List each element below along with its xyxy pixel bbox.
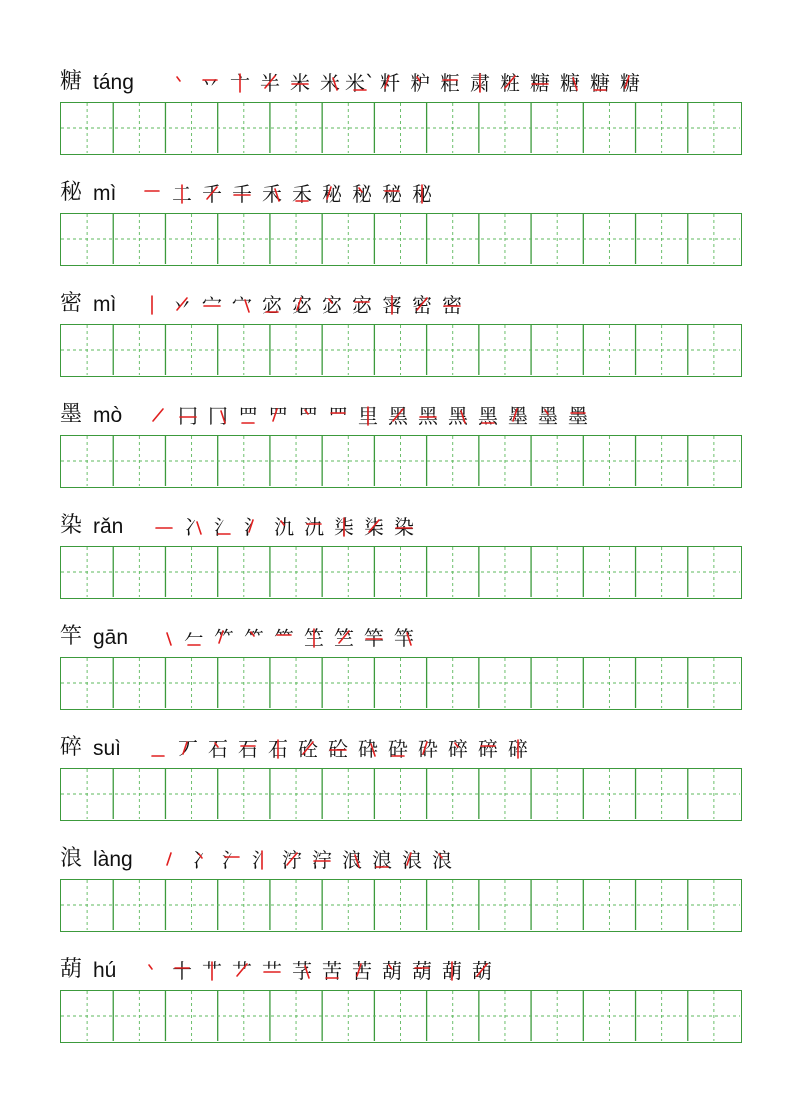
new-stroke-mark xyxy=(377,290,407,320)
stroke-step: 罒 xyxy=(233,401,263,431)
grid-lines xyxy=(61,214,740,264)
stroke-step: 秘 xyxy=(377,179,407,209)
new-stroke-mark xyxy=(263,401,293,431)
new-stroke-mark xyxy=(255,68,285,98)
stroke-step xyxy=(149,623,179,653)
stroke-order-sequence xyxy=(137,179,437,209)
writing-grid[interactable] xyxy=(60,768,742,821)
new-stroke-mark xyxy=(263,734,293,764)
new-stroke-mark xyxy=(167,956,197,986)
new-stroke-mark xyxy=(197,956,227,986)
stroke-order-sequence xyxy=(143,401,593,431)
stroke-step: 宓 xyxy=(257,290,287,320)
new-stroke-mark xyxy=(495,68,525,98)
stroke-step xyxy=(143,401,173,431)
new-stroke-mark xyxy=(315,68,345,98)
stroke-step: 黑 xyxy=(473,401,503,431)
stroke-step: 宓 xyxy=(347,290,377,320)
stroke-step: 秘 xyxy=(347,179,377,209)
stroke-step: 宓 xyxy=(317,290,347,320)
stroke-step: 石 xyxy=(203,734,233,764)
character-label: 糖 xyxy=(60,69,83,94)
new-stroke-mark xyxy=(467,956,497,986)
stroke-step: 禾 xyxy=(287,179,317,209)
new-stroke-mark xyxy=(353,401,383,431)
stroke-step: 十 xyxy=(167,956,197,986)
new-stroke-mark xyxy=(413,401,443,431)
new-stroke-mark xyxy=(443,401,473,431)
stroke-order-sequence xyxy=(137,956,497,986)
stroke-order-sequence xyxy=(143,734,533,764)
stroke-step: 浪 xyxy=(397,845,427,875)
stroke-step: 丷 xyxy=(195,68,225,98)
new-stroke-mark xyxy=(397,845,427,875)
new-stroke-mark xyxy=(525,68,555,98)
stroke-step: 糖 xyxy=(555,68,585,98)
new-stroke-mark xyxy=(173,401,203,431)
new-stroke-mark xyxy=(413,734,443,764)
stroke-step xyxy=(137,179,167,209)
stroke-step xyxy=(137,956,167,986)
new-stroke-mark xyxy=(217,845,247,875)
practice-row xyxy=(60,173,742,285)
stroke-step: 柒 xyxy=(359,512,389,542)
pinyin-label: mò xyxy=(93,404,123,427)
stroke-step: 碎 xyxy=(473,734,503,764)
new-stroke-mark xyxy=(137,290,167,320)
new-stroke-mark xyxy=(337,845,367,875)
stroke-step: 竺 xyxy=(329,623,359,653)
stroke-step xyxy=(149,512,179,542)
row-header xyxy=(60,173,742,213)
stroke-step: 泞 xyxy=(277,845,307,875)
stroke-step: 丷 xyxy=(167,290,197,320)
stroke-step: 艹 xyxy=(227,956,257,986)
new-stroke-mark xyxy=(323,734,353,764)
practice-row xyxy=(60,617,742,729)
stroke-step: 黑 xyxy=(443,401,473,431)
stroke-step: 葫 xyxy=(437,956,467,986)
stroke-order-sequence xyxy=(165,68,645,98)
new-stroke-mark xyxy=(239,623,269,653)
stroke-step: 罒 xyxy=(323,401,353,431)
new-stroke-mark xyxy=(407,956,437,986)
row-header xyxy=(60,950,742,990)
stroke-step: 柒 xyxy=(329,512,359,542)
new-stroke-mark xyxy=(299,512,329,542)
stroke-step: 氿 xyxy=(269,512,299,542)
new-stroke-mark xyxy=(293,401,323,431)
new-stroke-mark xyxy=(197,290,227,320)
new-stroke-mark xyxy=(233,734,263,764)
stroke-order-sequence xyxy=(157,845,457,875)
stroke-step: 葫 xyxy=(467,956,497,986)
stroke-step: 秘 xyxy=(407,179,437,209)
practice-row xyxy=(60,395,742,507)
new-stroke-mark xyxy=(563,401,593,431)
stroke-step: 石 xyxy=(233,734,263,764)
new-stroke-mark xyxy=(167,179,197,209)
stroke-step: 墨 xyxy=(533,401,563,431)
new-stroke-mark xyxy=(149,512,179,542)
stroke-step: 粛 xyxy=(465,68,495,98)
practice-row xyxy=(60,950,742,1062)
pinyin-label: rǎn xyxy=(93,515,124,538)
stroke-step: 艹 xyxy=(257,956,287,986)
stroke-step: 粐 xyxy=(405,68,435,98)
new-stroke-mark xyxy=(465,68,495,98)
stroke-step: 芓 xyxy=(287,956,317,986)
new-stroke-mark xyxy=(209,623,239,653)
new-stroke-mark xyxy=(257,179,287,209)
new-stroke-mark xyxy=(137,956,167,986)
practice-row xyxy=(60,62,742,174)
new-stroke-mark xyxy=(533,401,563,431)
stroke-step: 千 xyxy=(227,179,257,209)
grid-lines xyxy=(61,325,740,375)
new-stroke-mark xyxy=(209,512,239,542)
stroke-step: 墨 xyxy=(563,401,593,431)
character-label: 浪 xyxy=(60,846,83,871)
row-header xyxy=(60,728,742,768)
stroke-step: 苦 xyxy=(347,956,377,986)
stroke-step: 𠂉 xyxy=(179,623,209,653)
new-stroke-mark xyxy=(329,623,359,653)
new-stroke-mark xyxy=(179,512,209,542)
new-stroke-mark xyxy=(257,290,287,320)
stroke-step xyxy=(165,68,195,98)
new-stroke-mark xyxy=(203,734,233,764)
grid-lines xyxy=(61,658,740,708)
stroke-step: 竿 xyxy=(389,623,419,653)
stroke-step: 糖 xyxy=(525,68,555,98)
new-stroke-mark xyxy=(585,68,615,98)
stroke-step: ⺮ xyxy=(209,623,239,653)
stroke-step: 禾 xyxy=(257,179,287,209)
writing-grid[interactable] xyxy=(60,546,742,599)
new-stroke-mark xyxy=(353,734,383,764)
stroke-step: 砼 xyxy=(293,734,323,764)
new-stroke-mark xyxy=(377,179,407,209)
stroke-step: ⺮ xyxy=(269,623,299,653)
stroke-step: 染 xyxy=(389,512,419,542)
new-stroke-mark xyxy=(615,68,645,98)
new-stroke-mark xyxy=(427,845,457,875)
new-stroke-mark xyxy=(405,68,435,98)
stroke-step: 砼 xyxy=(323,734,353,764)
grid-lines xyxy=(61,880,740,930)
stroke-step: 二 xyxy=(167,179,197,209)
stroke-order-sequence xyxy=(137,290,467,320)
grid-lines xyxy=(61,436,740,486)
pinyin-label: làng xyxy=(93,848,133,871)
stroke-step: 砕 xyxy=(383,734,413,764)
new-stroke-mark xyxy=(293,734,323,764)
new-stroke-mark xyxy=(503,401,533,431)
practice-row xyxy=(60,284,742,396)
stroke-step: 丆 xyxy=(173,734,203,764)
pinyin-label: gān xyxy=(93,626,129,649)
stroke-step: 黑 xyxy=(413,401,443,431)
character-label: 墨 xyxy=(60,402,83,427)
new-stroke-mark xyxy=(227,956,257,986)
stroke-step: 罒 xyxy=(293,401,323,431)
stroke-step: 碎 xyxy=(503,734,533,764)
new-stroke-mark xyxy=(323,401,353,431)
writing-grid[interactable] xyxy=(60,324,742,377)
new-stroke-mark xyxy=(317,956,347,986)
stroke-step: 葫 xyxy=(377,956,407,986)
pinyin-label: hú xyxy=(93,959,117,982)
new-stroke-mark xyxy=(359,623,389,653)
character-label: 碎 xyxy=(60,735,83,760)
new-stroke-mark xyxy=(317,290,347,320)
new-stroke-mark xyxy=(503,734,533,764)
stroke-step: 氵 xyxy=(209,512,239,542)
stroke-step: 砕 xyxy=(413,734,443,764)
new-stroke-mark xyxy=(299,623,329,653)
stroke-step: 宀 xyxy=(227,290,257,320)
new-stroke-mark xyxy=(287,290,317,320)
new-stroke-mark xyxy=(435,68,465,98)
stroke-step: 艹 xyxy=(197,956,227,986)
stroke-step xyxy=(137,290,167,320)
new-stroke-mark xyxy=(407,179,437,209)
new-stroke-mark xyxy=(195,68,225,98)
stroke-step: 冫 xyxy=(187,845,217,875)
new-stroke-mark xyxy=(269,512,299,542)
stroke-step: 竺 xyxy=(299,623,329,653)
stroke-step: 粔 xyxy=(435,68,465,98)
stroke-step: 葫 xyxy=(407,956,437,986)
row-header xyxy=(60,395,742,435)
new-stroke-mark xyxy=(437,956,467,986)
new-stroke-mark xyxy=(375,68,405,98)
new-stroke-mark xyxy=(197,179,227,209)
writing-grid[interactable] xyxy=(60,657,742,710)
new-stroke-mark xyxy=(149,623,179,653)
stroke-step: 砕 xyxy=(353,734,383,764)
stroke-step: 冫 xyxy=(179,512,209,542)
pinyin-label: táng xyxy=(93,71,134,94)
new-stroke-mark xyxy=(377,956,407,986)
stroke-step xyxy=(157,845,187,875)
new-stroke-mark xyxy=(383,401,413,431)
stroke-step: 秘 xyxy=(317,179,347,209)
stroke-step: 罒 xyxy=(263,401,293,431)
new-stroke-mark xyxy=(347,179,377,209)
new-stroke-mark xyxy=(187,845,217,875)
stroke-step: 黑 xyxy=(383,401,413,431)
new-stroke-mark xyxy=(143,734,173,764)
stroke-step: 密 xyxy=(407,290,437,320)
stroke-step: 冂 xyxy=(173,401,203,431)
new-stroke-mark xyxy=(227,179,257,209)
stroke-step: 氿 xyxy=(299,512,329,542)
new-stroke-mark xyxy=(287,956,317,986)
character-label: 竿 xyxy=(60,624,83,649)
stroke-step: 密 xyxy=(437,290,467,320)
stroke-step xyxy=(143,734,173,764)
stroke-step: 浪 xyxy=(427,845,457,875)
stroke-step: 米 xyxy=(285,68,315,98)
character-label: 秘 xyxy=(60,180,83,205)
character-label: 密 xyxy=(60,291,83,316)
stroke-step: 粧 xyxy=(495,68,525,98)
new-stroke-mark xyxy=(257,956,287,986)
stroke-step: 亠 xyxy=(225,68,255,98)
new-stroke-mark xyxy=(367,845,397,875)
new-stroke-mark xyxy=(167,290,197,320)
writing-grid[interactable] xyxy=(60,102,742,155)
stroke-step: 半 xyxy=(255,68,285,98)
stroke-step: 竿 xyxy=(359,623,389,653)
writing-grid[interactable] xyxy=(60,990,742,1043)
pinyin-label: mì xyxy=(93,182,117,205)
stroke-order-sequence xyxy=(149,512,419,542)
new-stroke-mark xyxy=(555,68,585,98)
stroke-step: 米 xyxy=(315,68,345,98)
new-stroke-mark xyxy=(203,401,233,431)
new-stroke-mark xyxy=(347,290,377,320)
practice-row xyxy=(60,506,742,618)
practice-row xyxy=(60,839,742,951)
new-stroke-mark xyxy=(407,290,437,320)
grid-lines xyxy=(61,547,740,597)
row-header xyxy=(60,284,742,324)
stroke-step: 糖 xyxy=(585,68,615,98)
stroke-order-sequence xyxy=(149,623,419,653)
new-stroke-mark xyxy=(317,179,347,209)
new-stroke-mark xyxy=(347,956,377,986)
stroke-step: 浪 xyxy=(367,845,397,875)
stroke-step: 千 xyxy=(197,179,227,209)
stroke-step: 泞 xyxy=(307,845,337,875)
pinyin-label: mì xyxy=(93,293,117,316)
new-stroke-mark xyxy=(473,734,503,764)
grid-lines xyxy=(61,991,740,1041)
stroke-step: 糖 xyxy=(615,68,645,98)
new-stroke-mark xyxy=(389,512,419,542)
writing-grid[interactable] xyxy=(60,879,742,932)
row-header xyxy=(60,839,742,879)
new-stroke-mark xyxy=(165,68,195,98)
pinyin-label: suì xyxy=(93,737,122,760)
row-header xyxy=(60,506,742,546)
new-stroke-mark xyxy=(157,845,187,875)
writing-grid[interactable] xyxy=(60,435,742,488)
new-stroke-mark xyxy=(443,734,473,764)
stroke-step: 浪 xyxy=(337,845,367,875)
stroke-step: 宀 xyxy=(197,290,227,320)
new-stroke-mark xyxy=(269,623,299,653)
new-stroke-mark xyxy=(389,623,419,653)
stroke-step: 氵 xyxy=(217,845,247,875)
new-stroke-mark xyxy=(383,734,413,764)
stroke-step: 墨 xyxy=(503,401,533,431)
stroke-step: 宓 xyxy=(287,290,317,320)
practice-row xyxy=(60,728,742,840)
new-stroke-mark xyxy=(173,734,203,764)
stroke-step: 石 xyxy=(263,734,293,764)
new-stroke-mark xyxy=(473,401,503,431)
new-stroke-mark xyxy=(239,512,269,542)
new-stroke-mark xyxy=(345,68,375,98)
stroke-step: 宻 xyxy=(377,290,407,320)
new-stroke-mark xyxy=(359,512,389,542)
new-stroke-mark xyxy=(437,290,467,320)
stroke-step: 米` xyxy=(345,68,375,98)
stroke-step: 碎 xyxy=(443,734,473,764)
row-header xyxy=(60,62,742,102)
character-label: 染 xyxy=(60,513,83,538)
character-label: 葫 xyxy=(60,957,83,982)
stroke-step: 氵 xyxy=(239,512,269,542)
new-stroke-mark xyxy=(277,845,307,875)
grid-lines xyxy=(61,769,740,819)
new-stroke-mark xyxy=(137,179,167,209)
new-stroke-mark xyxy=(225,68,255,98)
stroke-step: 苦 xyxy=(317,956,347,986)
stroke-step: 氵 xyxy=(247,845,277,875)
stroke-step: ⺮ xyxy=(239,623,269,653)
new-stroke-mark xyxy=(307,845,337,875)
new-stroke-mark xyxy=(179,623,209,653)
stroke-step: 冂 xyxy=(203,401,233,431)
new-stroke-mark xyxy=(143,401,173,431)
writing-grid[interactable] xyxy=(60,213,742,266)
stroke-step: 粁 xyxy=(375,68,405,98)
grid-lines xyxy=(61,103,740,153)
new-stroke-mark xyxy=(329,512,359,542)
new-stroke-mark xyxy=(247,845,277,875)
stroke-step: 里 xyxy=(353,401,383,431)
new-stroke-mark xyxy=(285,68,315,98)
new-stroke-mark xyxy=(233,401,263,431)
new-stroke-mark xyxy=(227,290,257,320)
new-stroke-mark xyxy=(287,179,317,209)
row-header xyxy=(60,617,742,657)
